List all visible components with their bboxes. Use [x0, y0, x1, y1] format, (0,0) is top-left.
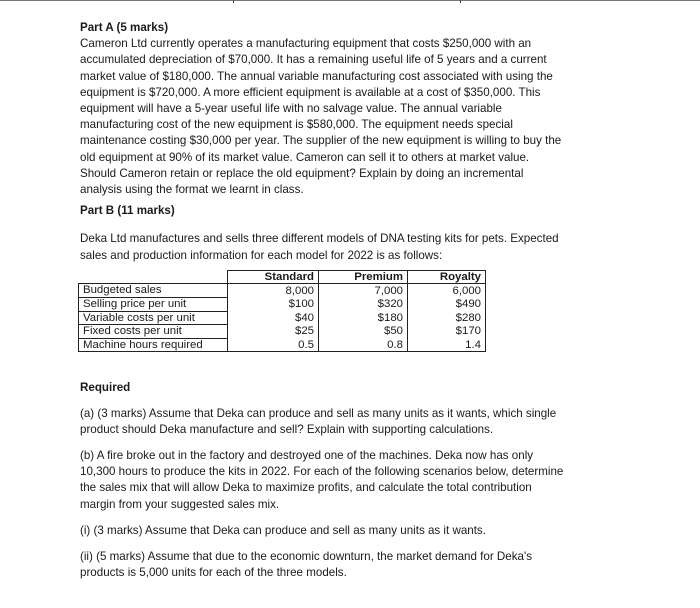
- product-data-table: [78, 270, 486, 353]
- table-cell: $180: [319, 311, 408, 325]
- part-b-heading: Part B (11 marks): [80, 204, 175, 218]
- table-row: [79, 338, 486, 352]
- table-cell: 7,000: [319, 284, 408, 298]
- row-label: Budgeted sales: [79, 284, 228, 298]
- table-cell: $50: [319, 325, 408, 339]
- top-divider: [0, 0, 700, 1]
- row-label: Selling price per unit: [79, 298, 228, 312]
- table-cell: 0.8: [319, 338, 408, 352]
- column-header-premium: Premium: [319, 270, 408, 284]
- column-header-royalty: Royalty: [408, 270, 486, 284]
- table-row: [79, 325, 486, 339]
- table-cell: $170: [408, 325, 486, 339]
- table-row: [79, 298, 486, 312]
- requirement-b-i: (i) (3 marks) Assume that Deka can produce and sell as many units as it wants.: [80, 523, 486, 537]
- table-cell: $100: [228, 298, 319, 312]
- table-row: [79, 284, 486, 298]
- table-cell: $320: [319, 298, 408, 312]
- row-label: Fixed costs per unit: [79, 325, 228, 339]
- table-cell: 6,000: [408, 284, 486, 298]
- top-tick-mark: [233, 0, 234, 3]
- requirement-a: (a) (3 marks) Assume that Deka can produce and sell as many units as it wants, which single product should Deka manufacture and sell? Explain with supporting calculations.: [80, 406, 557, 436]
- row-label: Machine hours required: [79, 338, 228, 352]
- table-cell: 1.4: [408, 338, 486, 352]
- part-b-intro: Deka Ltd manufactures and sells three different models of DNA testing kits for pets. Expected sales and production information for each model for 2022 is as follows:: [80, 232, 559, 262]
- table-cell: 8,000: [228, 284, 319, 298]
- required-heading: Required: [80, 381, 131, 395]
- table-header-row: [79, 270, 486, 284]
- part-a-body: Cameron Ltd currently operates a manufacturing equipment that costs $250,000 with an accumulated depreciation of $70,000. It has a remaining useful life of 5 years and a current market value of $180,000. The annual variable manufacturing cost associated with using the equipment is $720,000. A more efficient equipment is available at a cost of $350,000. This equipment will have a 5-year useful life with no salvage value. The annual variable manufacturing cost of the new equipment is $580,000. The equipment needs special maintenance costing $30,000 per year. The supplier of the new equipment is willing to buy the old equipment at 90% of its market value. Cameron can sell it to others at market value. Should Cameron retain or replace the old equipment? Explain by doing an incremental analysis using the format we learnt in class.: [80, 37, 562, 197]
- table-row: [79, 311, 486, 325]
- column-header-standard: Standard: [228, 270, 319, 284]
- table-cell: $25: [228, 325, 319, 339]
- assignment-document: [80, 20, 565, 581]
- table-cell: $40: [228, 311, 319, 325]
- requirement-b-ii: (ii) (5 marks) Assume that due to the economic downturn, the market demand for Deka's products is 5,000 units for each of the three models.: [80, 550, 532, 580]
- top-tick-mark: [460, 0, 461, 3]
- row-label: Variable costs per unit: [79, 311, 228, 325]
- part-a-heading: Part A (5 marks): [80, 21, 169, 34]
- table-cell: $490: [408, 298, 486, 312]
- table-corner-cell: [79, 270, 228, 284]
- table-cell: $280: [408, 311, 486, 325]
- requirement-b: (b) A fire broke out in the factory and destroyed one of the machines. Deka now has only 10,300 hours to produce the kits in 2022. For each of the following scenarios below, determine the sales mix that will allow Deka to maximize profits, and calculate the total contribution margin from your suggested sales mix.: [80, 449, 564, 511]
- table-cell: 0.5: [228, 338, 319, 352]
